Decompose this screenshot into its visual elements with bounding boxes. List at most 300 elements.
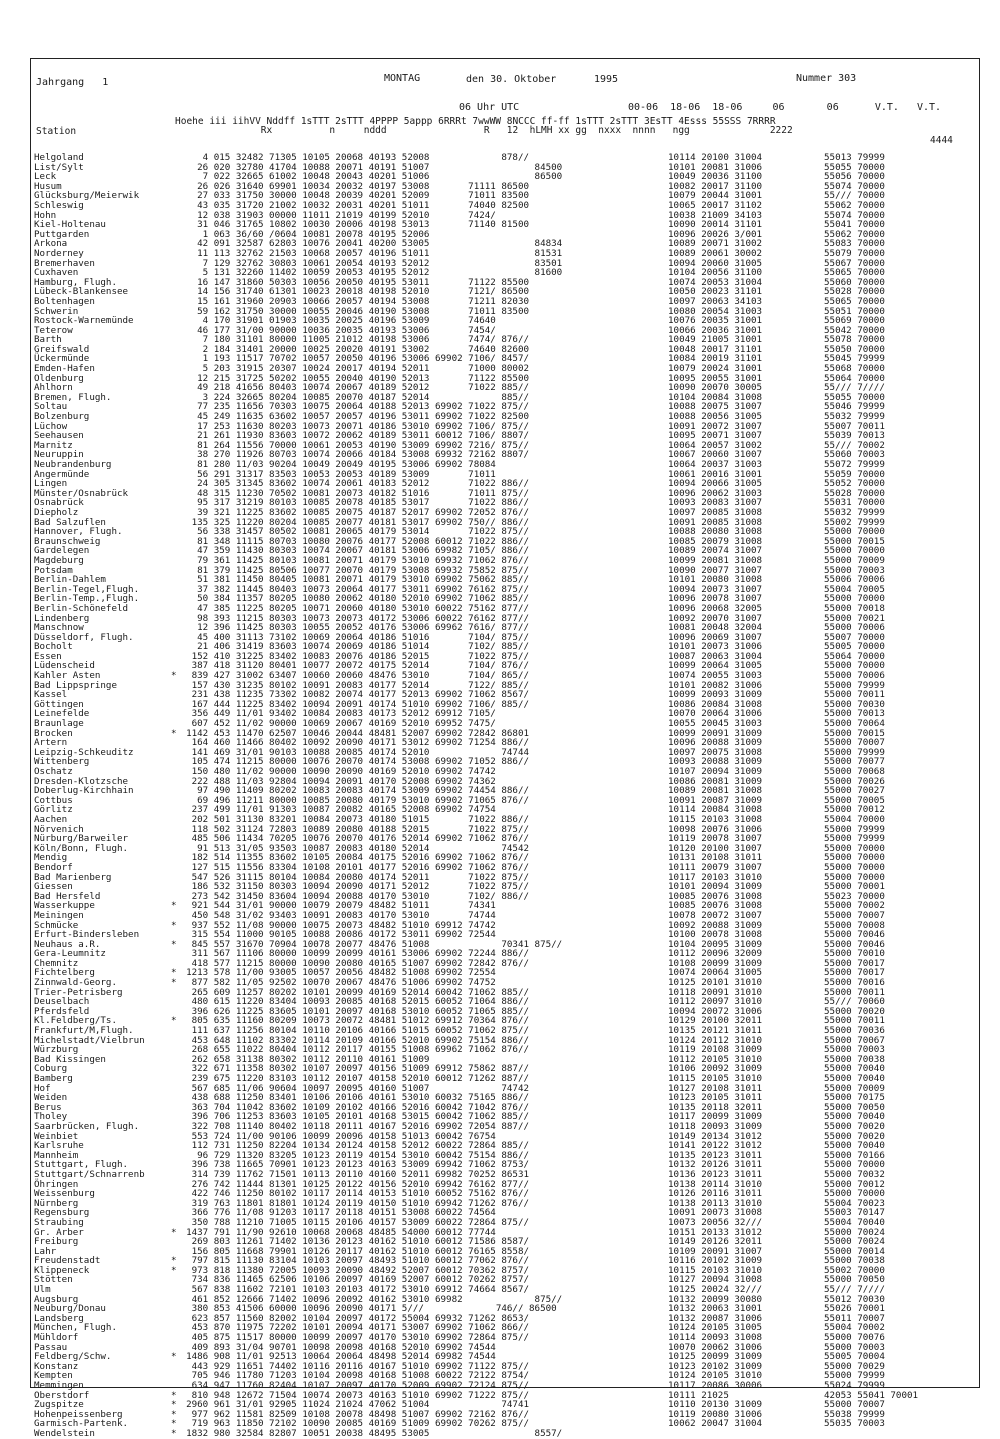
supplementary-codes: 55000 70012 (824, 804, 885, 816)
extreme-temperature-codes: 10114 20100 31004 (668, 152, 763, 163)
observation-codes: 56 338 31457 80502 10081 20065 40179 53014 71022 875// (175, 526, 530, 538)
station-name: Bad Hersfeld (34, 890, 101, 902)
supplementary-codes: 55007 70011 (824, 420, 885, 432)
observation-codes: 105 474 11215 80000 10076 20070 40174 53008 69902 71052 886// (175, 756, 530, 768)
extreme-temperature-codes: 10123 20102 31009 (668, 1360, 763, 1372)
supplementary-codes: 55000 70017 (824, 967, 885, 979)
supplementary-codes: 55000 70000 (824, 842, 885, 854)
supplementary-codes: 55060 70000 (824, 276, 885, 288)
supplementary-codes: 55000 70003 (824, 1341, 885, 1353)
observation-time: 06 Uhr UTC (459, 102, 520, 113)
supplementary-codes: 55083 70000 (824, 238, 885, 250)
station-name: Lüdenscheid (34, 660, 95, 672)
supplementary-codes: 55000 79999 (824, 1370, 885, 1382)
station-name: Göttingen (34, 698, 84, 710)
supplementary-codes: 55000 70020 (824, 1005, 885, 1017)
observation-codes: 705 946 11780 71203 10104 20098 40168 51008 60022 72122 8754/ (175, 1370, 530, 1382)
extreme-temperature-codes: 10126 20116 31011 (668, 1188, 763, 1200)
observation-codes: 265 609 11257 80202 10101 20099 40169 52014 60042 71062 885// (175, 986, 530, 998)
extreme-temperature-codes: 10079 20044 31001 (668, 190, 763, 202)
supplementary-codes: 55000 70013 (824, 708, 885, 720)
observation-codes: 269 803 11261 71402 10136 20123 40162 51010 60012 71586 8587/ (175, 1236, 530, 1248)
extreme-temperature-codes: 10120 20100 31007 (668, 842, 763, 854)
extreme-temperature-codes: 10095 20071 31007 (668, 430, 763, 442)
station-column-header: Station (36, 126, 77, 137)
supplementary-codes: 55000 70003 (824, 1044, 885, 1056)
supplementary-codes: 55035 70003 (824, 1418, 885, 1430)
high-station-marker: * (171, 1255, 177, 1267)
supplementary-codes: 55000 70018 (824, 602, 885, 614)
supplementary-codes: 55064 70000 (824, 650, 885, 662)
station-name: Hannover, Flugh. (34, 526, 123, 538)
station-name: Erfurt-Bindersleben (34, 929, 140, 941)
supplementary-codes: 55000 79999 (824, 823, 885, 835)
period-header: 00-06 18-06 18-06 06 06 V.T. V.T. (628, 102, 942, 113)
extreme-temperature-codes: 10117 20099 31009 (668, 1111, 763, 1123)
extreme-temperature-codes: 10099 20081 31008 (668, 554, 763, 566)
observation-codes: 311 567 11106 80000 10099 20099 40161 53006 69902 72244 886// (175, 948, 530, 960)
high-station-marker: * (171, 1427, 177, 1439)
station-name: Hamburg, Flugh. (34, 276, 117, 288)
extreme-temperature-codes: 10101 20094 31009 (668, 881, 763, 893)
station-name: Diepholz (34, 506, 79, 518)
observation-codes: 12 215 31725 50202 10055 20040 40190 52013 71122 85500 (175, 372, 530, 384)
observation-codes: 567 838 11602 72101 10103 20103 40172 53010 69912 74664 8567/ (175, 1284, 530, 1296)
high-station-marker: * (171, 900, 177, 912)
observation-codes: 877 582 11/05 92502 10070 20067 48476 51006 69902 74752 (175, 977, 496, 989)
extreme-temperature-codes: 10084 20019 31101 (668, 353, 763, 365)
observation-codes: 5 203 31915 20307 10024 20017 40194 52011 71000 80002 (175, 363, 530, 375)
observation-codes: 45 400 31113 73102 10069 20064 40186 51016 7104/ 875// (175, 631, 530, 643)
supplementary-codes: 55000 70002 (824, 900, 885, 912)
extreme-temperature-codes: 10096 20078 31007 (668, 593, 763, 605)
supplementary-codes: 55000 70024 (824, 1226, 885, 1238)
supplementary-codes: 55000 70024 (824, 1236, 885, 1248)
observation-codes: 937 552 11/08 90000 10075 20073 48482 51010 69912 74742 (175, 919, 496, 931)
supplementary-codes: 55039 70013 (824, 430, 885, 442)
extreme-temperature-codes: 10073 20056 32/// (668, 1216, 763, 1228)
extreme-temperature-codes: 10125 20099 31009 (668, 1351, 763, 1363)
supplementary-codes: 55000 70012 (824, 1178, 885, 1190)
observation-codes: 734 836 11465 62506 10106 20097 40169 52007 60012 70262 8757/ (175, 1274, 530, 1286)
supplementary-codes: 55000 70029 (824, 1360, 885, 1372)
station-name: Gera-Leumnitz (34, 948, 106, 960)
station-name: Trier-Petrisberg (34, 986, 123, 998)
extreme-temperature-codes: 10079 20024 31001 (668, 363, 763, 375)
extreme-temperature-codes: 10078 20072 31007 (668, 909, 763, 921)
station-name: Regensburg (34, 1207, 90, 1219)
station-name: Husum (34, 180, 62, 192)
station-name: Kl.Feldberg/Ts. (34, 1015, 117, 1027)
extreme-temperature-codes: 10108 20099 31009 (668, 957, 763, 969)
station-name: Nürburg/Barweiler (34, 833, 129, 845)
observation-codes: 118 502 31124 72803 10089 20080 40188 52015 71022 875// (175, 823, 530, 835)
extreme-temperature-codes: 10117 20103 31010 (668, 871, 763, 883)
extreme-temperature-codes: 10124 20105 31005 (668, 1322, 763, 1334)
supplementary-codes: 55002 70000 (824, 1264, 885, 1276)
station-name: Norderney (34, 247, 84, 259)
extreme-temperature-codes: 10112 20105 31010 (668, 1053, 763, 1065)
extreme-temperature-codes: 10110 20130 31009 (668, 1399, 763, 1411)
observation-codes: 15 161 31960 20903 10066 20057 40194 53008 71211 82030 (175, 295, 530, 307)
station-name: Essen (34, 650, 62, 662)
extreme-temperature-codes: 10096 20068 32005 (668, 602, 763, 614)
station-name: Doberlug-Kirchhain (34, 785, 134, 797)
extreme-temperature-codes: 10101 20073 31006 (668, 641, 763, 653)
extreme-temperature-codes: 10099 20091 31009 (668, 727, 763, 739)
observation-codes: 7 180 31101 80000 11005 21012 40198 53006 7474/ 876// (175, 334, 530, 346)
extreme-temperature-codes: 10094 20072 31006 (668, 1005, 763, 1017)
station-name: Lingen (34, 478, 68, 490)
extreme-temperature-codes: 10074 20055 31003 (668, 670, 763, 682)
extreme-temperature-codes: 10096 20088 31009 (668, 737, 763, 749)
supplementary-codes: 55000 79999 (824, 833, 885, 845)
supplementary-codes: 55038 79999 (824, 1408, 885, 1420)
extreme-temperature-codes: 10127 20108 31011 (668, 1082, 763, 1094)
observation-codes: 418 577 11215 80000 10090 20080 40165 51007 69902 72842 876// (175, 957, 530, 969)
observation-codes: 797 815 11130 83104 10103 20097 48493 51010 60012 77062 876// (175, 1255, 530, 1267)
station-name: Manschnow (34, 622, 84, 634)
observation-codes: 27 033 31750 30000 10048 20039 40201 52009 71011 83500 (175, 190, 530, 202)
station-name: Weissenburg (34, 1188, 95, 1200)
station-name: Straubing (34, 1216, 84, 1228)
station-name: Oldenburg (34, 372, 84, 384)
station-name: Nürnberg (34, 1197, 79, 1209)
observation-codes: 480 615 11220 83404 10093 20085 40168 52015 60052 71064 886// (175, 996, 530, 1008)
observation-codes: 127 515 11556 83304 10108 20101 40177 52016 69902 71062 876// (175, 861, 530, 873)
extreme-temperature-codes: 10138 20114 31010 (668, 1178, 763, 1190)
extreme-temperature-codes: 10101 20082 31006 (668, 679, 763, 691)
supplementary-codes: 55042 70000 (824, 324, 885, 336)
observation-codes: 81 348 11115 80703 10080 20076 40177 52008 60012 71022 886// (175, 535, 530, 547)
supplementary-codes: 55068 70000 (824, 363, 885, 375)
code-header-line-1: Hoehe iii iihVV Nddff 1sTTT 2sTTT 4PPPP 5appp 6RRRt 7wwWW 8NCCC ff-ff 1sTTT 2sTTT 3EsTT 4Esss 55SSS 7RRRR (175, 116, 776, 127)
station-name: Arkona (34, 238, 68, 250)
extreme-temperature-codes: 10131 20108 31011 (668, 852, 763, 864)
station-name: Bendorf (34, 861, 73, 873)
supplementary-codes: 55055 70000 (824, 391, 885, 403)
station-name: Berlin-Schönefeld (34, 602, 129, 614)
extreme-temperature-codes: 10049 20036 31100 (668, 171, 763, 183)
observation-codes: 363 704 11042 83602 10109 20102 40166 52016 60042 71042 876// (175, 1101, 530, 1113)
observation-codes: 182 514 11355 83602 10105 20084 40175 52016 69902 71062 876// (175, 852, 530, 864)
extreme-temperature-codes: 10070 20064 31006 (668, 708, 763, 720)
supplementary-codes: 55006 70006 (824, 574, 885, 586)
observation-codes: 461 852 12666 71402 10096 20092 40162 53010 69982 875// (175, 1293, 563, 1305)
supplementary-codes: 55060 70003 (824, 449, 885, 461)
extreme-temperature-codes: 10097 20063 34103 (668, 295, 763, 307)
observation-codes: 17 253 11630 80203 10073 20071 40186 53010 69902 7106/ 875// (175, 420, 530, 432)
station-name: Berus (34, 1101, 62, 1113)
extreme-temperature-codes: 10065 20017 31102 (668, 199, 763, 211)
station-name: Pferdsfeld (34, 1005, 90, 1017)
supplementary-codes: 55011 70007 (824, 1312, 885, 1324)
observation-codes: 81 379 11425 80506 10077 20070 40179 53008 69932 75852 875// (175, 564, 530, 576)
supplementary-codes: 55000 70040 (824, 1140, 885, 1152)
extreme-temperature-codes: 10117 20086 30006 (668, 1380, 763, 1391)
extreme-temperature-codes: 10064 20057 31002 (668, 439, 763, 451)
high-station-marker: * (171, 1389, 177, 1401)
station-name: Freiburg (34, 1236, 79, 1248)
supplementary-codes: 55/// 70060 (824, 996, 885, 1008)
supplementary-codes: 55065 70000 (824, 295, 885, 307)
extreme-temperature-codes: 10085 20079 31008 (668, 535, 763, 547)
observation-codes: 157 430 31235 80102 10091 20083 40177 52014 7122/ 885// (175, 679, 530, 691)
supplementary-codes: 55000 70064 (824, 718, 885, 730)
extreme-temperature-codes: 10091 20085 31008 (668, 516, 763, 528)
supplementary-codes: 55000 70175 (824, 1092, 885, 1104)
station-name: Berlin-Tegel,Flugh. (34, 583, 140, 595)
station-name: Boltenhagen (34, 295, 95, 307)
station-name: Memmingen (34, 1380, 84, 1391)
station-name: Mannheim (34, 1149, 79, 1161)
observation-codes: 202 501 31130 83201 10084 20073 40180 51015 71022 886// (175, 813, 530, 825)
supplementary-codes: 55000 70050 (824, 1274, 885, 1286)
observation-codes: 152 410 31225 83402 10083 20076 40186 52015 71022 875// (175, 650, 530, 662)
supplementary-codes: 55013 79999 (824, 152, 885, 163)
supplementary-codes: 55000 70000 (824, 852, 885, 864)
extreme-temperature-codes: 10112 20097 31010 (668, 996, 763, 1008)
extreme-temperature-codes: 10061 20016 31001 (668, 468, 763, 480)
station-name: Neuburg/Donau (34, 1303, 106, 1315)
observation-codes: 91 513 31/05 93503 10087 20083 40180 52014 74542 (175, 842, 530, 854)
observation-codes: 47 385 11225 80205 10071 20060 40180 53010 60022 75162 877// (175, 602, 530, 614)
station-name: Bolzenburg (34, 411, 90, 423)
observation-codes: 21 261 11930 83603 10072 20062 40189 53011 60012 7106/ 8807/ (175, 430, 530, 442)
supplementary-codes: 55000 70000 (824, 871, 885, 883)
supplementary-codes: 55003 70147 (824, 1207, 885, 1219)
observation-codes: 547 526 31115 80104 10084 20080 40174 52011 71022 875// (175, 871, 530, 883)
extreme-temperature-codes: 10116 20102 31009 (668, 1255, 763, 1267)
extreme-temperature-codes: 10049 21005 31001 (668, 334, 763, 346)
station-name: Greifswald (34, 343, 90, 355)
supplementary-codes: 55000 70068 (824, 766, 885, 777)
supplementary-codes: 55069 70000 (824, 315, 885, 327)
supplementary-codes: 55012 70030 (824, 1293, 885, 1305)
supplementary-codes: 55026 70001 (824, 1303, 885, 1315)
code-header-line-3: 4444 (930, 135, 953, 146)
observation-codes: 231 438 11235 73302 10082 20074 40177 52013 69902 71062 8567/ (175, 689, 530, 701)
station-name: Bocholt (34, 641, 73, 653)
extreme-temperature-codes: 10093 20083 31007 (668, 497, 763, 509)
extreme-temperature-codes: 10088 20075 31007 (668, 401, 763, 413)
supplementary-codes: 55000 70017 (824, 957, 885, 969)
observation-codes: 98 393 11215 80303 10073 20073 40172 53006 60022 76162 877// (175, 612, 530, 624)
observation-codes: 95 317 31219 80103 10085 20078 40185 53017 71022 886// (175, 497, 530, 509)
observation-codes: 14 156 31740 61301 10023 20018 40198 52010 7121/ 86500 (175, 286, 530, 298)
observation-codes: 39 321 11225 83602 10085 20075 40187 52017 69902 72052 876// (175, 506, 530, 518)
supplementary-codes: 55051 70000 (824, 305, 885, 317)
high-station-marker: * (171, 1264, 177, 1276)
observation-codes: 810 948 12672 71504 10074 20073 40163 51010 69902 71222 875// (175, 1389, 530, 1401)
supplementary-codes: 55000 70014 (824, 1245, 885, 1257)
observation-codes: 5 131 32260 11402 10059 20053 40195 52012 81600 (175, 267, 563, 279)
station-name: Feldberg/Schw. (34, 1351, 112, 1363)
extreme-temperature-codes: 10038 21009 34103 (668, 209, 763, 221)
station-name: Hohn (34, 209, 57, 221)
extreme-temperature-codes: 10119 20078 31007 (668, 833, 763, 845)
extreme-temperature-codes: 10132 20063 31001 (668, 1303, 763, 1315)
observation-codes: 1832 980 32584 82807 10051 20038 48495 53005 8557/ (175, 1427, 563, 1439)
station-name: Landsberg (34, 1312, 84, 1324)
extreme-temperature-codes: 10090 20014 31101 (668, 219, 763, 231)
station-name: Nörvenich (34, 823, 84, 835)
table-row (34, 1419, 974, 1429)
observation-codes: 111 637 11256 80104 10110 20106 40166 51015 60052 71062 875// (175, 1025, 530, 1037)
extreme-temperature-codes: 10088 20080 31008 (668, 526, 763, 538)
observation-codes: 485 506 11434 70205 10076 20070 40176 52014 69902 71062 876// (175, 833, 530, 845)
station-name: Ahlhorn (34, 382, 73, 394)
observation-codes: 81 264 11556 70000 10061 20053 40190 53009 69902 7216/ 875// (175, 439, 530, 451)
station-name: Stuttgart, Flugh. (34, 1159, 129, 1171)
supplementary-codes: 55002 79999 (824, 516, 885, 528)
code-header-line-2: Rx n nddd R 12 hLMH xx gg nxxx nnnn ngg 2222 (175, 125, 793, 136)
extreme-temperature-codes: 10067 20060 31007 (668, 449, 763, 461)
observation-codes: 450 548 31/02 93403 10091 20083 40170 53010 74744 (175, 909, 496, 921)
station-name: Ulm (34, 1284, 51, 1296)
extreme-temperature-codes: 10132 20087 31006 (668, 1312, 763, 1324)
observation-codes: 921 544 31/01 90000 10079 20079 48482 51011 74341 (175, 900, 496, 912)
supplementary-codes: 55000 70000 (824, 1159, 885, 1171)
observation-codes: 141 469 31/01 90103 10088 20085 40174 52010 74744 (175, 746, 530, 758)
station-name: List/Sylt (34, 161, 84, 173)
station-name: Zugspitze (34, 1399, 84, 1411)
station-name: Wasserkuppe (34, 900, 95, 912)
extreme-temperature-codes: 10115 20103 31010 (668, 1264, 763, 1276)
supplementary-codes: 55000 70011 (824, 986, 885, 998)
supplementary-codes: 55000 70001 (824, 881, 885, 893)
high-station-marker: * (171, 670, 177, 682)
station-name: Brocken (34, 727, 73, 739)
supplementary-codes: 55000 70040 (824, 1111, 885, 1123)
extreme-temperature-codes: 10091 20087 31009 (668, 794, 763, 806)
station-name: Öhringen (34, 1178, 79, 1190)
observation-codes: 1437 791 11/90 92610 10068 20068 48485 54000 60012 77744 (175, 1226, 496, 1238)
station-name: Garmisch-Partenk. (34, 1418, 129, 1430)
observation-codes: 1142 453 11470 62507 10046 20044 48481 52007 69902 72842 86801 (175, 727, 530, 739)
supplementary-codes: 55000 70077 (824, 756, 885, 768)
extreme-temperature-codes: 10094 20066 31005 (668, 478, 763, 490)
observation-codes: 47 359 11430 80303 10074 20067 40181 53006 69982 7105/ 886// (175, 545, 530, 557)
station-name: Bad Kissingen (34, 1053, 106, 1065)
station-name: Neuruppin (34, 449, 84, 461)
extreme-temperature-codes: 10082 20017 31100 (668, 180, 763, 192)
observation-codes: 2 184 31401 20000 10025 20020 40191 53002 74640 82600 (175, 343, 530, 355)
station-name: Osnabrück (34, 497, 84, 509)
extreme-temperature-codes: 10097 20075 31008 (668, 746, 763, 758)
supplementary-codes: 55050 70000 (824, 343, 885, 355)
extreme-temperature-codes: 10089 20061 30002 (668, 247, 763, 259)
extreme-temperature-codes: 10101 20081 31006 (668, 161, 763, 173)
observation-codes: 186 532 31150 80303 10094 20090 40171 52012 71022 875// (175, 881, 530, 893)
extreme-temperature-codes: 10135 20121 31011 (668, 1025, 763, 1037)
station-name: Artern (34, 737, 68, 749)
extreme-temperature-codes: 10125 20101 31010 (668, 977, 763, 989)
extreme-temperature-codes: 10055 20045 31003 (668, 718, 763, 730)
supplementary-codes: 55000 70015 (824, 535, 885, 547)
observation-codes: 977 962 11581 82509 10108 20078 48498 51007 69902 72162 876// (175, 1408, 530, 1420)
station-name: Mendig (34, 852, 68, 864)
supplementary-codes: 55/// 7//// (824, 382, 885, 394)
observation-codes: 49 218 41656 80403 10074 20067 40189 52012 71022 885// (175, 382, 530, 394)
observation-codes: 845 557 31670 70904 10078 20077 48476 51008 70341 875// (175, 938, 563, 950)
supplementary-codes: 55000 70007 (824, 737, 885, 749)
station-name: Weiden (34, 1092, 68, 1104)
observation-codes: 150 480 11/02 90000 10090 20090 40169 52010 69902 74742 (175, 766, 496, 777)
observation-codes: 422 746 11250 80102 10117 20114 40153 51010 60052 75162 876// (175, 1188, 530, 1200)
high-station-marker: * (171, 1351, 177, 1363)
station-name: Cottbus (34, 794, 73, 806)
supplementary-codes: 55000 70000 (824, 660, 885, 672)
supplementary-codes: 55000 70000 (824, 545, 885, 557)
extreme-temperature-codes: 10064 20037 31003 (668, 459, 763, 470)
observation-codes: 26 020 32780 41704 10088 20071 40191 51007 84500 (175, 161, 563, 173)
station-name: München, Flugh. (34, 1322, 117, 1334)
observation-codes: 719 963 11850 72102 10090 20085 40169 51009 69902 70262 875// (175, 1418, 530, 1430)
station-name: Giessen (34, 881, 73, 893)
extreme-temperature-codes: 10104 20084 31008 (668, 391, 763, 403)
supplementary-codes: 55000 70032 (824, 1168, 885, 1180)
extreme-temperature-codes: 10106 20092 31009 (668, 1063, 763, 1075)
extreme-temperature-codes: 10132 20126 31011 (668, 1159, 763, 1171)
extreme-temperature-codes: 10112 20096 32009 (668, 948, 763, 960)
station-name: Bad Salzuflen (34, 516, 106, 528)
extreme-temperature-codes: 10085 20076 31008 (668, 890, 763, 902)
extreme-temperature-codes: 10062 20047 31004 (668, 1418, 763, 1430)
supplementary-codes: 55000 70000 (824, 593, 885, 605)
supplementary-codes: 55000 70009 (824, 1082, 885, 1094)
supplementary-codes: 55000 70007 (824, 1399, 885, 1411)
extreme-temperature-codes: 10123 20105 31011 (668, 1092, 763, 1104)
observation-codes: 239 675 11220 83103 10112 20107 40158 52010 60012 71262 887// (175, 1073, 530, 1084)
date-label: den 30. Oktober (466, 74, 557, 85)
observation-codes: 12 038 31903 00000 11011 21019 40199 52010 7424/ (175, 209, 496, 221)
station-table (34, 153, 974, 1439)
supplementary-codes: 55004 70000 (824, 813, 885, 825)
observation-codes: 46 177 31/00 90000 10036 20035 40193 53006 7454/ (175, 324, 496, 336)
station-name: Coburg (34, 1063, 68, 1075)
observation-codes: 12 396 11425 80303 10055 20052 40176 53006 69962 7616/ 877// (175, 622, 530, 634)
table-row (34, 1429, 974, 1439)
observation-codes: 1 063 36/60 /0604 10081 20078 40195 52006 (175, 228, 430, 240)
extreme-temperature-codes: 10107 20094 31009 (668, 766, 763, 777)
observation-codes: 356 449 11/01 93402 10084 20083 40173 52012 69912 7105/ (175, 708, 496, 720)
supplementary-codes: 55004 70040 (824, 1216, 885, 1228)
station-name: Zinnwald-Georg. (34, 977, 117, 989)
extreme-temperature-codes: 10151 20133 31012 (668, 1226, 763, 1238)
station-name: Leinefelde (34, 708, 90, 720)
extreme-temperature-codes: 10127 20094 31008 (668, 1274, 763, 1286)
supplementary-codes: 55000 70007 (824, 909, 885, 921)
extreme-temperature-codes: 10086 20084 31008 (668, 698, 763, 710)
supplementary-codes: 42053 55041 70001 (824, 1389, 919, 1401)
supplementary-codes: 55045 79999 (824, 353, 885, 365)
station-name: Deuselbach (34, 996, 90, 1008)
extreme-temperature-codes: 10097 20085 31008 (668, 506, 763, 518)
observation-codes: 276 742 11444 81301 10125 20122 40156 52010 69942 76162 877// (175, 1178, 530, 1190)
supplementary-codes: 55000 70030 (824, 698, 885, 710)
extreme-temperature-codes: 10074 20064 31005 (668, 967, 763, 979)
supplementary-codes: 55000 70166 (824, 1149, 885, 1161)
station-name: Neuhaus a.R. (34, 938, 101, 950)
station-name: Konstanz (34, 1360, 79, 1372)
supplementary-codes: 55062 70000 (824, 228, 885, 240)
extreme-temperature-codes: 10129 20100 32011 (668, 1015, 763, 1027)
observation-codes: 623 857 11560 82002 10104 20097 40172 55004 69932 71262 8653/ (175, 1312, 530, 1324)
observation-codes: 1 193 11517 70702 10057 20050 40196 53006 69902 7106/ 8457/ (175, 353, 530, 365)
extreme-temperature-codes: 10096 20062 31003 (668, 487, 763, 499)
observation-codes: 3 224 32665 80204 10085 20070 40187 52014 885// (175, 391, 530, 403)
